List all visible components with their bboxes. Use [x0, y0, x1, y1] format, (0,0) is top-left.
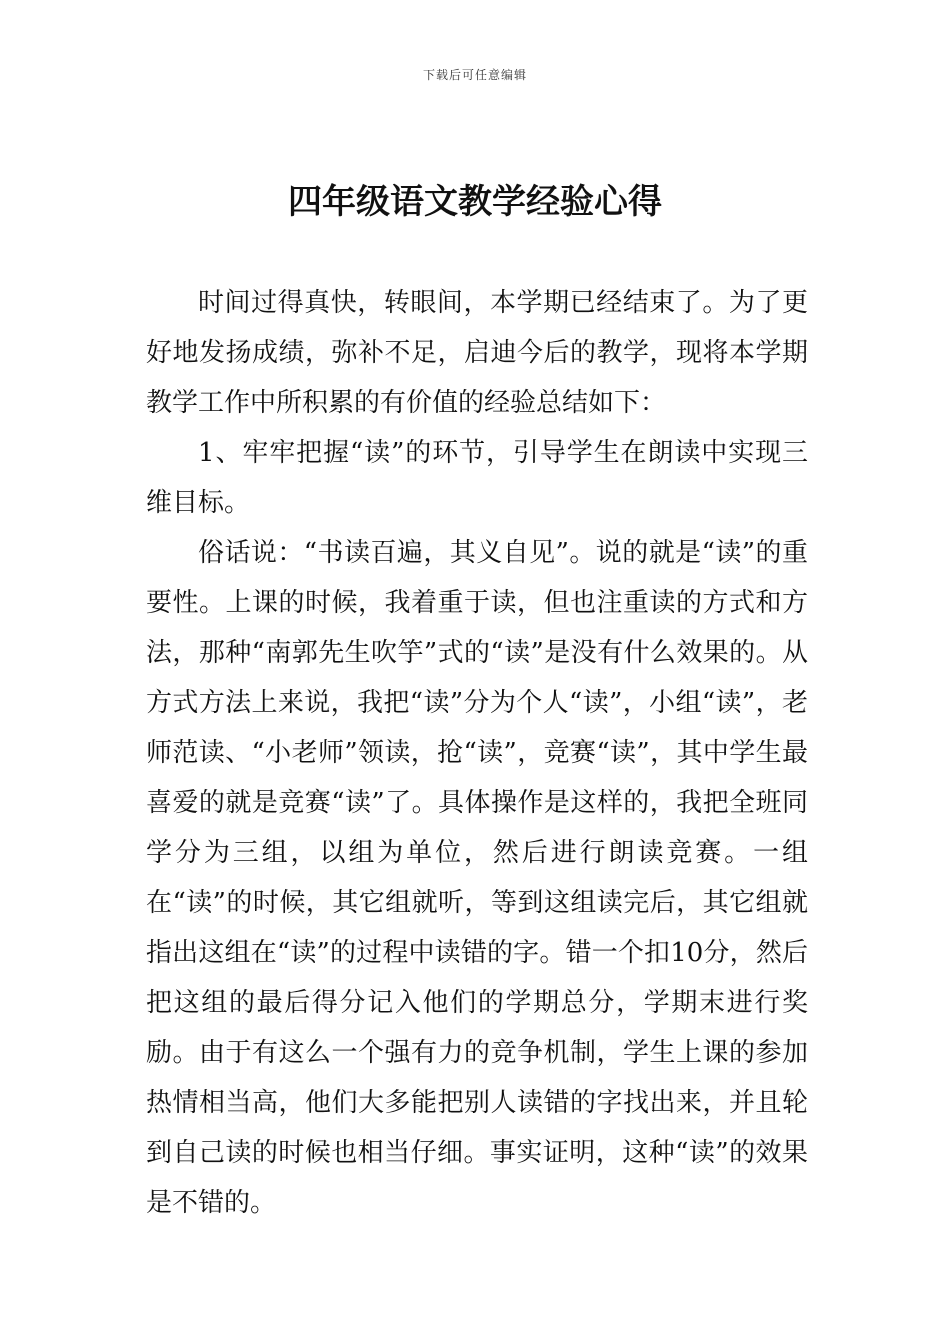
- document-body: [146, 278, 808, 1228]
- document-title: 四年级语文教学经验心得: [288, 182, 662, 222]
- paragraph-intro: 时间过得真快，转眼间，本学期已经结束了。为了更好地发扬成绩，弥补不足，启迪今后的教学，现将本学期教学工作中所积累的有价值的经验总结如下：: [146, 288, 808, 418]
- paragraph-reading-method: 俗话说：“书读百遍，其义自见”。说的就是“读”的重要性。上课的时候，我着重于读，但也注重读的方式和方法，那种“南郭先生吹竽”式的“读”是没有什么效果的。从方式方法上来说，我把“读”分为个人“读”，小组“读”，老师范读、“小老师”领读，抢“读”，竞赛“读”，其中学生最喜爱的就是竞赛“读”了。具体操作是这样的，我把全班同学分为三组，以组为单位，然后进行朗读竞赛。一组在“读”的时候，其它组就听，等到这组读完后，其它组就指出这组在“读”的过程中读错的字。错一个扣10分，然后把这组的最后得分记入他们的学期总分，学期末进行奖励。由于有这么一个强有力的竞争机制，学生上课的参加热情相当高，他们大多能把别人读错的字找出来，并且轮到自己读的时候也相当仔细。事实证明，这种“读”的效果是不错的。: [146, 538, 808, 1218]
- paragraph-section-heading: 1、牢牢把握“读”的环节，引导学生在朗读中实现三维目标。: [146, 438, 808, 518]
- header-note: 下载后可任意编辑: [422, 68, 527, 82]
